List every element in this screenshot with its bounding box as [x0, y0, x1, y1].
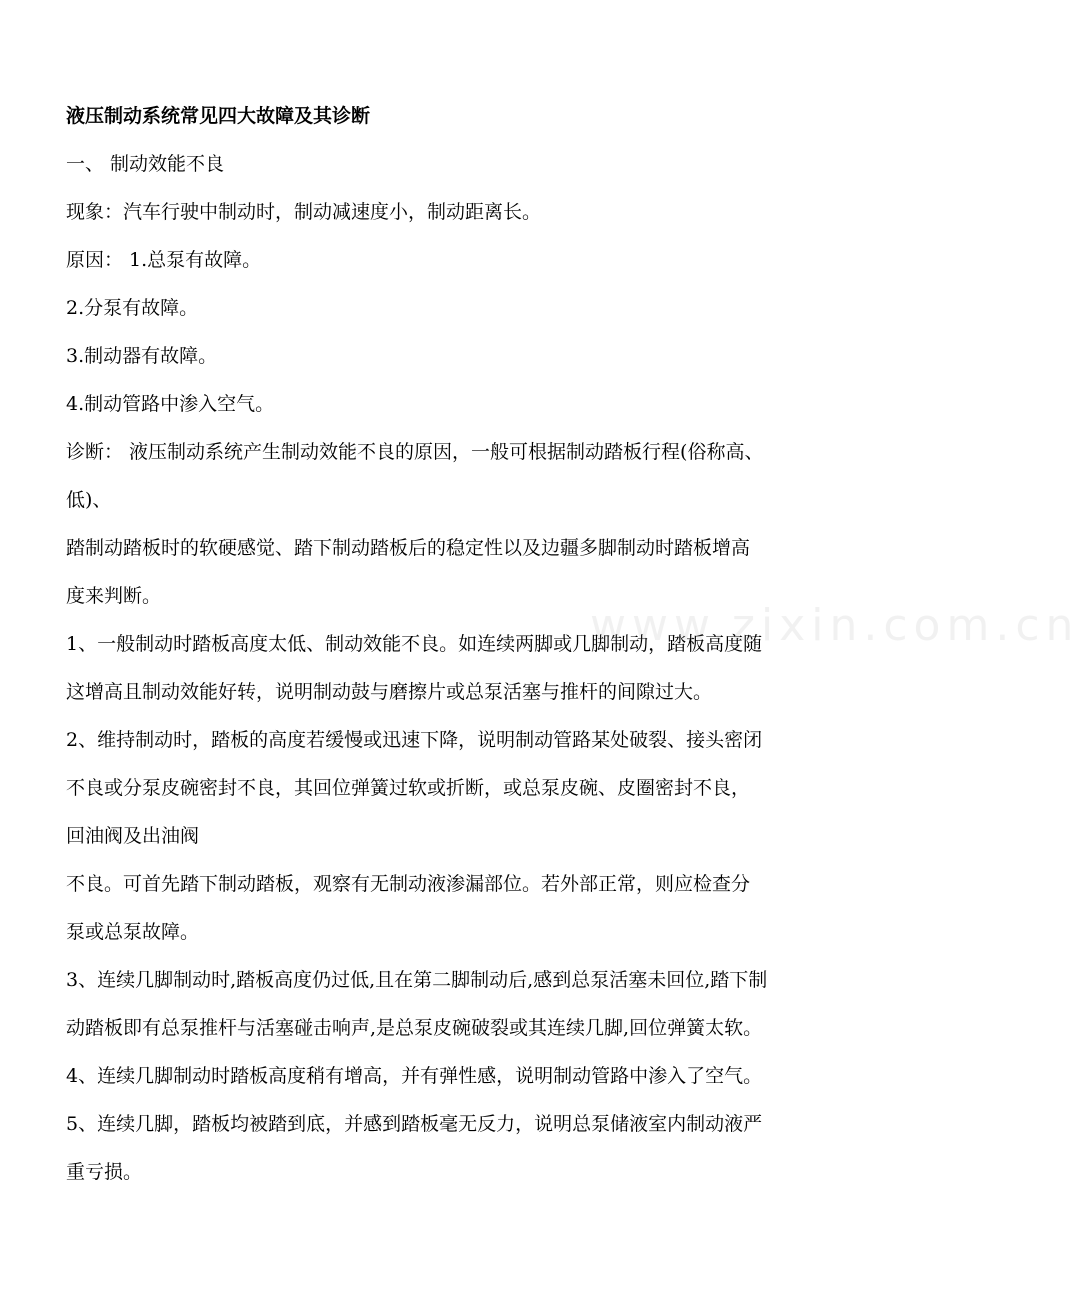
diagnosis-line-3: 踏制动踏板时的软硬感觉、踏下制动踏板后的稳定性以及边疆多脚制动时踏板增高 — [66, 537, 751, 559]
item-5-line-2: 重亏损。 — [66, 1161, 143, 1183]
item-4-line: 4、连续几脚制动时踏板高度稍有增高，并有弹性感，说明制动管路中渗入了空气。 — [66, 1065, 763, 1087]
cause-line-4: 4.制动管路中渗入空气。 — [66, 393, 275, 415]
item-2-line-5: 泵或总泵故障。 — [66, 921, 200, 943]
item-3-line-1: 3、连续几脚制动时,踏板高度仍过低,且在第二脚制动后,感到总泵活塞未回位,踏下制 — [66, 969, 768, 991]
diagnosis-line-4: 度来判断。 — [66, 585, 162, 607]
symptom-paragraph: 现象：汽车行驶中制动时，制动减速度小，制动距离长。 — [66, 201, 542, 223]
item-5-line-1: 5、连续几脚，踏板均被踏到底，并感到踏板毫无反力，说明总泵储液室内制动液严 — [66, 1113, 763, 1135]
document-body — [66, 92, 866, 1196]
item-2-line-4: 不良。可首先踏下制动踏板，观察有无制动液渗漏部位。若外部正常，则应检查分 — [66, 873, 751, 895]
item-2-line-3: 回油阀及出油阀 — [66, 825, 200, 847]
item-1-line-2: 这增高且制动效能好转，说明制动鼓与磨擦片或总泵活塞与推杆的间隙过大。 — [66, 681, 713, 703]
item-2-line-1: 2、维持制动时，踏板的高度若缓慢或迅速下降，说明制动管路某处破裂、接头密闭 — [66, 729, 763, 751]
cause-line-1: 原因： 1.总泵有故障。 — [66, 249, 262, 271]
item-2-line-2: 不良或分泵皮碗密封不良，其回位弹簧过软或折断，或总泵皮碗、皮圈密封不良， — [66, 777, 751, 799]
cause-line-2: 2.分泵有故障。 — [66, 297, 199, 319]
diagnosis-line-1: 诊断： 液压制动系统产生制动效能不良的原因，一般可根据制动踏板行程(俗称高、 — [66, 441, 764, 463]
watermark: www.zixin.com.cn — [590, 600, 1079, 651]
item-3-line-2: 动踏板即有总泵推杆与活塞碰击响声,是总泵皮碗破裂或其连续几脚,回位弹簧太软。 — [66, 1017, 763, 1039]
document-title: 液压制动系统常见四大故障及其诊断 — [66, 105, 371, 127]
section-heading: 一、 制动效能不良 — [66, 153, 225, 175]
cause-line-3: 3.制动器有故障。 — [66, 345, 218, 367]
item-1-line-1: 1、一般制动时踏板高度太低、制动效能不良。如连续两脚或几脚制动，踏板高度随 — [66, 633, 763, 655]
diagnosis-line-2: 低)、 — [66, 489, 112, 511]
